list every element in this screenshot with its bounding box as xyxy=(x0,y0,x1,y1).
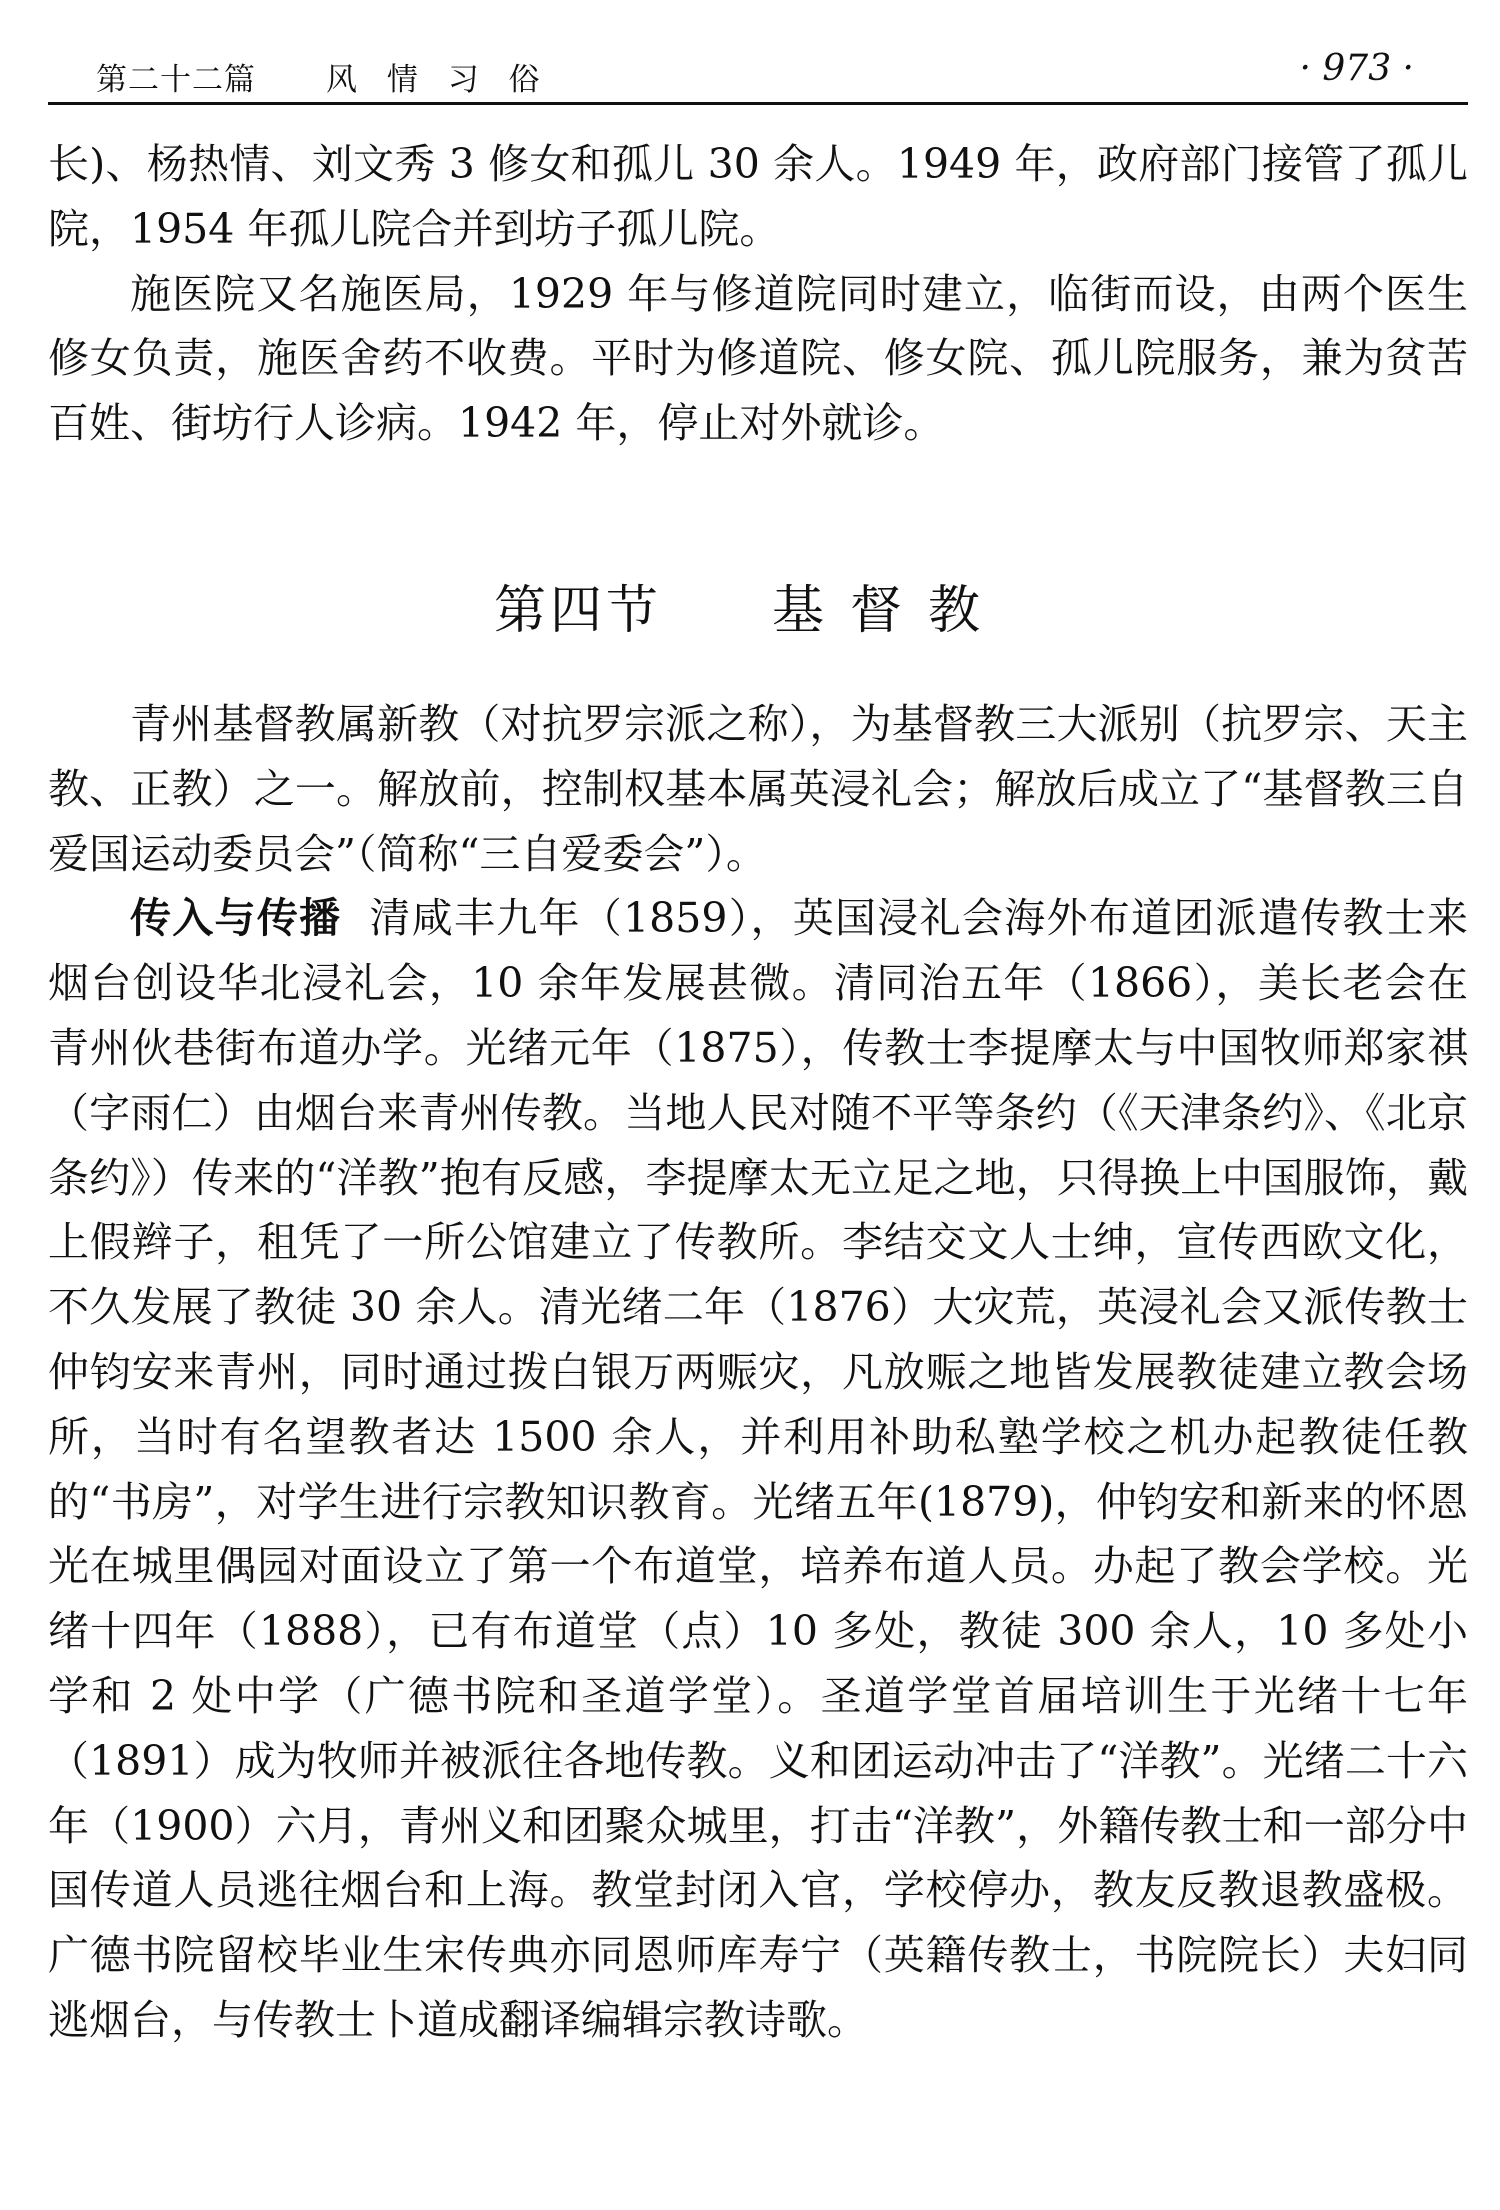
running-header xyxy=(48,48,1468,105)
paragraph-intro: 青州基督教属新教（对抗罗宗派之称），为基督教三大派别（抗罗宗、天主教、正教）之一。解放前，控制权基本属英浸礼会；解放后成立了“基督教三自爱国运动委员会”（简称“三自爱委会”）。 xyxy=(48,700,1468,878)
header-part: 第二十二篇 xyxy=(96,62,256,98)
section-name: 基督教 xyxy=(772,581,1007,641)
history-text: 清咸丰九年（1859），英国浸礼会海外布道团派遣传教士来烟台创设华北浸礼会，10 余年发展甚微。清同治五年（1866），美长老会在青州伙巷街布道办学。光绪元年（1875），传教士李提摩太与中国牧师郑家祺（字雨仁）由烟台来青州传教。当地人民对随不平等条约（《天津条约》、《北京条约》）传来的“洋教”抱有反感，李提摩太无立足之地，只得换上中国服饰，戴上假辫子，租凭了一所公馆建立了传教所。李结交文人士绅，宣传西欧文化，不久发展了教徒 30 余人。清光绪二年（1876）大灾荒，英浸礼会又派传教士仲钧安来青州，同时通过拨白银万两赈灾，凡放赈之地皆发展教徒建立教会场所，当时有名望教者达 1500 余人，并利用补助私塾学校之机办起教徒任教的“书房”，对学生进行宗教知识教育。光绪五年(1879)，仲钧安和新来的怀恩光在城里偶园对面设立了第一个布道堂，培养布道人员。办起了教会学校。光绪十四年（1888），已有布道堂（点）10 多处，教徒 300 余人，10 多处小学和 2 处中学（广德书院和圣道学堂）。圣道学堂首届培训生于光绪十七年（1891）成为牧师并被派往各地传教。义和团运动冲击了“洋教”。光绪二十六年（1900）六月，青州义和团聚众城里，打击“洋教”，外籍传教士和一部分中国传道人员逃往烟台和上海。教堂封闭入官，学校停办，教友反教退教盛极。广德书院留校毕业生宋传典亦同恩师库寿宁（英籍传教士，书院院长）夫妇同逃烟台，与传教士卜道成翻译编辑宗教诗歌。 xyxy=(48,894,1468,2044)
paragraph-clinic: 施医院又名施医局，1929 年与修道院同时建立，临街而设，由两个医生修女负责，施医舍药不收费。平时为修道院、修女院、孤儿院服务，兼为贫苦百姓、街坊行人诊病。1942 年，停止对外就诊。 xyxy=(48,269,1468,448)
subheading-introduction-spread: 传入与传播 xyxy=(130,894,342,943)
section-number: 第四节 xyxy=(493,581,662,641)
section-body xyxy=(48,692,1468,2053)
page-number: · 973 · xyxy=(1299,48,1414,89)
header-part-and-section xyxy=(96,54,550,99)
header-section: 风 情 习 俗 xyxy=(326,62,550,98)
continuation-text xyxy=(48,132,1468,456)
paragraph-history xyxy=(48,886,1468,2052)
section-heading xyxy=(0,568,1500,643)
paragraph-orphanage-end: 长)、杨热情、刘文秀 3 修女和孤儿 30 余人。1949 年，政府部门接管了孤儿院，1954 年孤儿院合并到坊子孤儿院。 xyxy=(48,140,1468,253)
